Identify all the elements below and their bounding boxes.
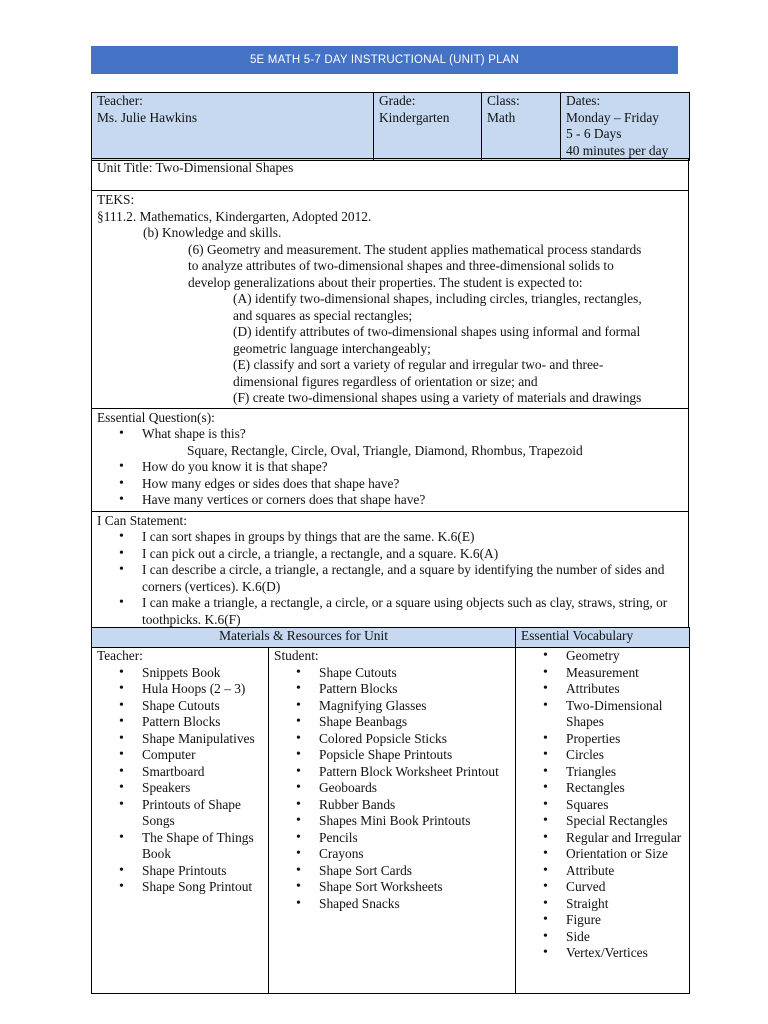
list-item: • Shape Manipulatives — [142, 731, 263, 748]
list-item: • Shape Beanbags — [319, 714, 510, 731]
header-table — [91, 92, 690, 161]
teks-line: §111.2. Mathematics, Kindergarten, Adopted 2012. — [97, 208, 372, 224]
teks-line: and squares as special rectangles; — [233, 307, 413, 323]
teks-line: to analyze attributes of two-dimensional shapes and three-dimensional solids to — [188, 258, 614, 273]
list-item: • Hula Hoops (2 – 3) — [142, 681, 263, 698]
materials-table — [91, 627, 690, 994]
list-item: • Orientation or Size — [566, 846, 684, 863]
vocab-list — [521, 648, 684, 962]
list-item: • Attributes — [566, 681, 684, 698]
student-materials-list — [274, 665, 510, 913]
list-item: • Rubber Bands — [319, 797, 510, 814]
list-item: • Smartboard — [142, 764, 263, 781]
essential-questions-cell — [92, 408, 689, 511]
list-item — [142, 426, 683, 459]
unit-content-table — [91, 158, 689, 631]
list-item: • I can describe a circle, a triangle, a rectangle, and a square by identifying the number of sides and corners (vertices). K.6(D) — [142, 562, 683, 595]
student-materials-label: Student: — [274, 648, 319, 663]
list-item: • Colored Popsicle Sticks — [319, 731, 510, 748]
list-item: • Straight — [566, 896, 684, 913]
teks-line: (E) classify and sort a variety of regular and irregular two- and three- — [233, 357, 604, 372]
list-item: • Popsicle Shape Printouts — [319, 747, 510, 764]
dates-days: Monday – Friday — [566, 109, 659, 125]
list-item: • How many edges or sides does that shape have? — [142, 476, 683, 493]
list-item: • Pattern Blocks — [319, 681, 510, 698]
list-item: • Computer — [142, 747, 263, 764]
i-can-cell — [92, 511, 689, 630]
list-item: • Shape Cutouts — [319, 665, 510, 682]
list-item: • Geometry — [566, 648, 684, 665]
materials-header: Materials & Resources for Unit — [92, 628, 516, 648]
unit-title: Unit Title: Two-Dimensional Shapes — [92, 159, 689, 191]
class-value: Math — [487, 109, 516, 125]
eq-label: Essential Question(s): — [97, 409, 215, 425]
list-item: • Geoboards — [319, 780, 510, 797]
list-item: • Two-Dimensional Shapes — [566, 698, 684, 731]
list-item: • Speakers — [142, 780, 263, 797]
list-item: • Shape Sort Cards — [319, 863, 510, 880]
list-item: • Shapes Mini Book Printouts — [319, 813, 510, 830]
teks-line: (b) Knowledge and skills. — [143, 225, 282, 240]
class-cell — [482, 93, 561, 161]
teacher-name: Ms. Julie Hawkins — [97, 109, 198, 125]
list-item: • How do you know it is that shape? — [142, 459, 683, 476]
list-item: • Shape Cutouts — [142, 698, 263, 715]
teks-label: TEKS: — [97, 192, 135, 207]
list-item: • Attribute — [566, 863, 684, 880]
list-item: • Curved — [566, 879, 684, 896]
list-item: • Pencils — [319, 830, 510, 847]
list-item: • Have many vertices or corners does that shape have? — [142, 492, 683, 509]
list-item: • I can pick out a circle, a triangle, a rectangle, and a square. K.6(A) — [142, 546, 683, 563]
list-item: • Rectangles — [566, 780, 684, 797]
teks-line: (A) identify two-dimensional shapes, including circles, triangles, rectangles, — [233, 291, 642, 306]
teks-line: geometric language interchangeably; — [233, 340, 431, 356]
grade-label: Grade: — [379, 93, 416, 108]
list-item: • Pattern Block Worksheet Printout — [319, 764, 510, 781]
class-label: Class: — [487, 93, 520, 108]
list-item: • Circles — [566, 747, 684, 764]
eq-q1: What shape is this? — [142, 426, 246, 441]
dates-time: 40 minutes per day — [566, 142, 669, 158]
list-item: • Squares — [566, 797, 684, 814]
list-item: • Vertex/Vertices — [566, 945, 684, 962]
teacher-cell — [92, 93, 374, 161]
list-item: • Properties — [566, 731, 684, 748]
list-item: • Triangles — [566, 764, 684, 781]
list-item: • Pattern Blocks — [142, 714, 263, 731]
document-banner: 5E MATH 5-7 DAY INSTRUCTIONAL (UNIT) PLAN — [91, 46, 678, 74]
list-item: • Printouts of Shape Songs — [142, 797, 263, 830]
dates-cell — [561, 93, 690, 161]
list-item: • Side — [566, 929, 684, 946]
teks-line: (D) identify attributes of two-dimensional shapes using informal and formal — [233, 324, 641, 339]
student-materials-cell — [269, 648, 516, 994]
eq-shapes: Square, Rectangle, Circle, Oval, Triangle, Diamond, Rhombus, Trapezoid — [187, 442, 583, 458]
dates-label: Dates: — [566, 93, 601, 108]
list-item: • Special Rectangles — [566, 813, 684, 830]
list-item: • Magnifying Glasses — [319, 698, 510, 715]
list-item: • Crayons — [319, 846, 510, 863]
list-item: • Regular and Irregular — [566, 830, 684, 847]
list-item: • Snippets Book — [142, 665, 263, 682]
teacher-materials-list — [97, 665, 263, 896]
teks-line: develop generalizations about their properties. The student is expected to: — [188, 274, 583, 290]
vocab-header: Essential Vocabulary — [516, 628, 690, 648]
dates-count: 5 - 6 Days — [566, 126, 622, 141]
teacher-label: Teacher: — [97, 93, 143, 108]
grade-value: Kindergarten — [379, 109, 450, 125]
list-item: • Shape Song Printout — [142, 879, 263, 896]
list-item: • Measurement — [566, 665, 684, 682]
teacher-materials-label: Teacher: — [97, 648, 143, 663]
teacher-materials-cell — [92, 648, 269, 994]
list-item: • I can make a triangle, a rectangle, a circle, or a square using objects such as clay, straws, string, or toothpicks. K.6(F) — [142, 595, 683, 628]
teks-line: (F) create two-dimensional shapes using a variety of materials and drawings — [233, 390, 642, 405]
list-item: • I can sort shapes in groups by things that are the same. K.6(E) — [142, 529, 683, 546]
list-item: • The Shape of Things Book — [142, 830, 263, 863]
grade-cell — [374, 93, 482, 161]
list-item: • Shaped Snacks — [319, 896, 510, 913]
list-item: • Figure — [566, 912, 684, 929]
ican-label: I Can Statement: — [97, 512, 187, 528]
vocab-cell — [516, 648, 690, 994]
teks-line: dimensional figures regardless of orientation or size; and — [233, 373, 538, 389]
teks-cell — [92, 191, 689, 409]
list-item: • Shape Sort Worksheets — [319, 879, 510, 896]
teks-line: (6) Geometry and measurement. The student applies mathematical process standards — [188, 241, 642, 257]
list-item: • Shape Printouts — [142, 863, 263, 880]
